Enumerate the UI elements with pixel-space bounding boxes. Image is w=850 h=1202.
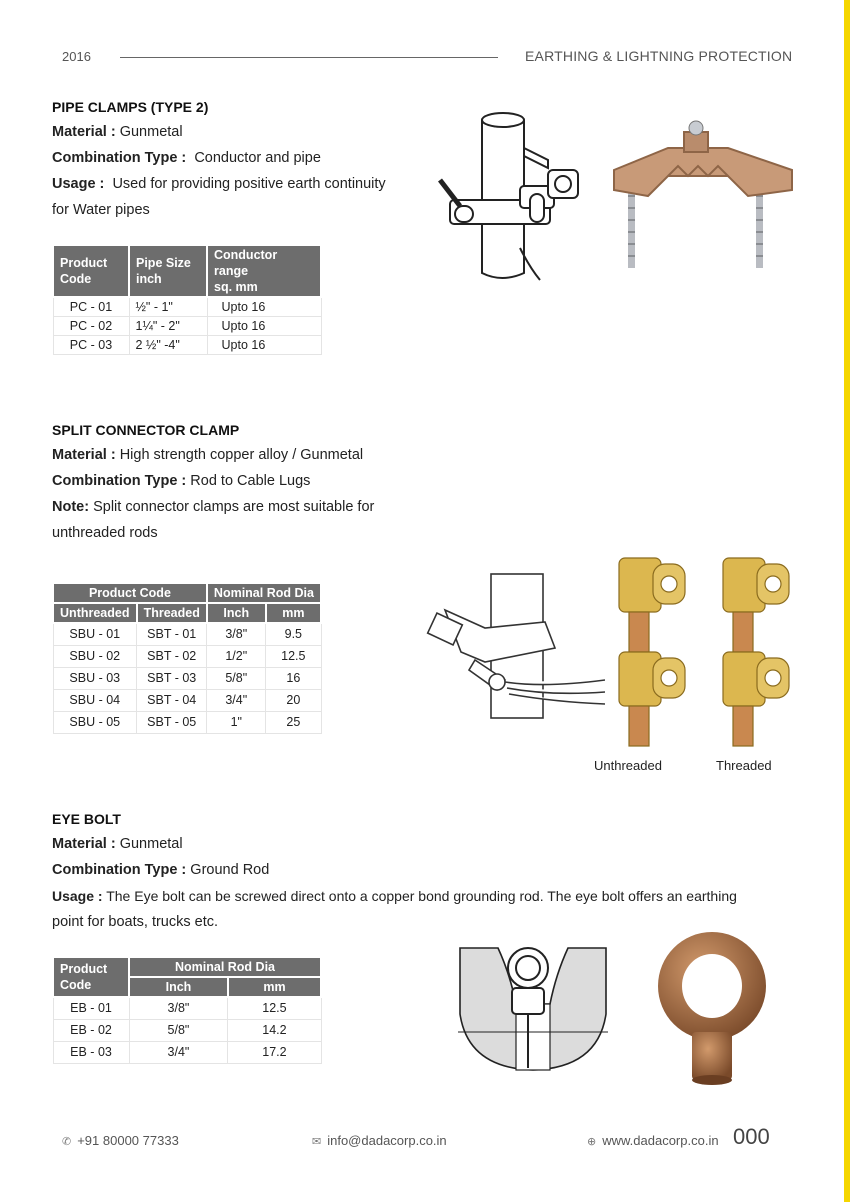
phone-icon: ✆ — [62, 1136, 72, 1148]
split-connector-note: Note: Split connector clamps are most suitable for — [52, 499, 375, 515]
table-row: EB - 02 5/8" 14.2 — [53, 1019, 321, 1041]
split-connector-material: Material : High strength copper alloy / Gunmetal — [52, 447, 364, 463]
eye-bolt-title: EYE BOLT — [52, 811, 121, 827]
table-header: Nominal Rod Dia — [129, 957, 321, 977]
eye-bolt-combination: Combination Type : Ground Rod — [52, 862, 270, 878]
split-connector-drawing — [425, 570, 605, 720]
caption-threaded: Threaded — [716, 758, 772, 773]
table-row: SBU - 05 SBT - 05 1" 25 — [53, 711, 321, 733]
pipe-clamps-usage: Usage : Used for providing positive earth continuity — [52, 176, 386, 192]
pipe-clamps-usage-cont: for Water pipes — [52, 202, 150, 218]
eye-bolt-photo — [650, 928, 780, 1088]
table-row: PC - 02 1¼" - 2" Upto 16 — [53, 317, 321, 336]
table-header: Product Code — [53, 583, 207, 603]
table-header: Product Code — [53, 245, 129, 297]
table-row: SBU - 01 SBT - 01 3/8" 9.5 — [53, 623, 321, 645]
pipe-clamps-combination: Combination Type : Conductor and pipe — [52, 150, 321, 166]
split-connector-combination: Combination Type : Rod to Cable Lugs — [52, 473, 311, 489]
table-header: Nominal Rod Dia — [207, 583, 321, 603]
split-connector-title: SPLIT CONNECTOR CLAMP — [52, 422, 240, 438]
pipe-clamps-title: PIPE CLAMPS (TYPE 2) — [52, 99, 209, 115]
split-connector-photos — [605, 550, 805, 750]
header-year: 2016 — [62, 49, 91, 64]
table-row: SBU - 02 SBT - 02 1/2" 12.5 — [53, 645, 321, 667]
globe-icon: ⊕ — [587, 1136, 597, 1148]
table-header: Inch — [129, 977, 228, 997]
table-header: Unthreaded — [53, 603, 137, 623]
email-icon: ✉ — [312, 1136, 322, 1148]
table-header: Threaded — [137, 603, 207, 623]
eye-bolt-material: Material : Gunmetal — [52, 836, 183, 852]
table-header: mm — [228, 977, 321, 997]
table-header: Inch — [207, 603, 266, 623]
table-row: EB - 03 3/4" 17.2 — [53, 1041, 321, 1063]
footer-email[interactable]: ✉ info@dadacorp.co.in — [312, 1133, 447, 1148]
eye-bolt-usage-cont: point for boats, trucks etc. — [52, 914, 219, 930]
eye-bolt-usage: Usage : The Eye bolt can be screwed direct onto a copper bond grounding rod. The eye bolt offers an earthing — [52, 888, 737, 904]
table-row: SBU - 03 SBT - 03 5/8" 16 — [53, 667, 321, 689]
table-row: EB - 01 3/8" 12.5 — [53, 997, 321, 1019]
table-header: mm — [266, 603, 321, 623]
accent-bar — [844, 0, 850, 1202]
eye-bolt-drawing — [458, 944, 608, 1074]
split-connector-table — [52, 582, 322, 734]
header-rule — [120, 57, 498, 58]
table-header: Conductor range sq. mm — [207, 245, 321, 297]
page-number: 000 — [733, 1124, 770, 1149]
footer-web[interactable]: ⊕ www.dadacorp.co.in — [587, 1133, 719, 1148]
table-row: PC - 01 ½" - 1" Upto 16 — [53, 297, 321, 317]
pipe-clamps-material: Material : Gunmetal — [52, 124, 183, 140]
table-row: SBU - 04 SBT - 04 3/4" 20 — [53, 689, 321, 711]
header-title: EARTHING & LIGHTNING PROTECTION — [525, 48, 793, 64]
pipe-clamp-drawing — [430, 108, 590, 288]
split-connector-note-cont: unthreaded rods — [52, 525, 158, 541]
pipe-clamp-photo — [608, 118, 798, 278]
pipe-clamps-table — [52, 244, 322, 355]
eye-bolt-table — [52, 956, 322, 1064]
table-header: Product Code — [53, 957, 129, 997]
table-row: PC - 03 2 ½" -4" Upto 16 — [53, 336, 321, 355]
caption-unthreaded: Unthreaded — [594, 758, 662, 773]
footer-phone[interactable]: ✆ +91 80000 77333 — [62, 1133, 179, 1148]
table-header: Pipe Size inch — [129, 245, 207, 297]
